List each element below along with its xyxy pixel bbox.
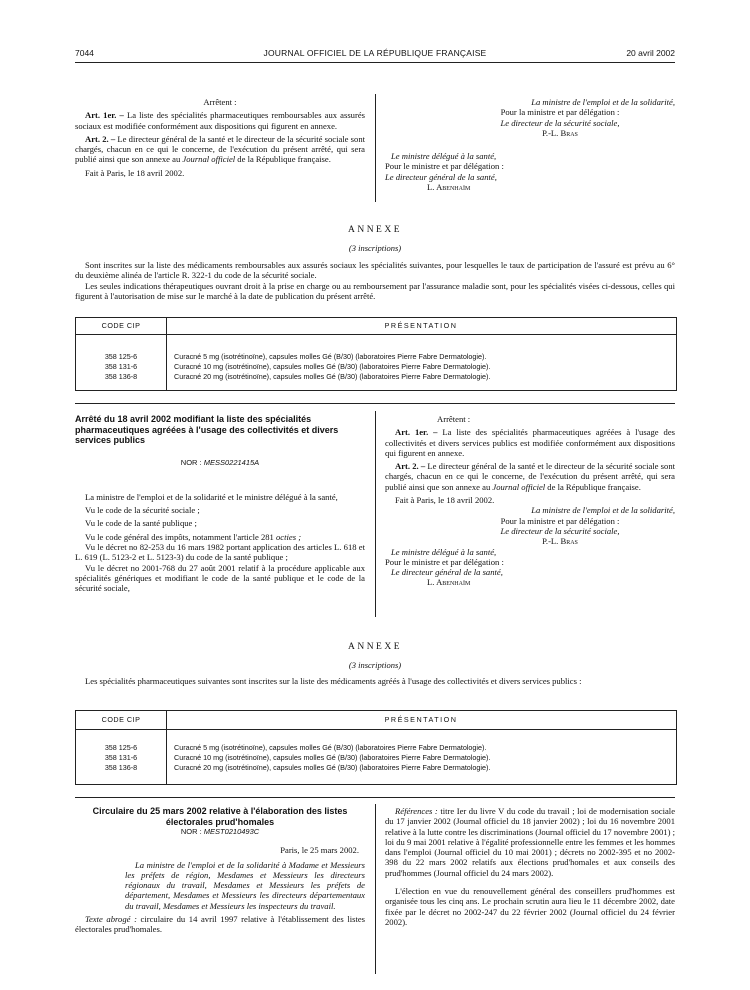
cip-code: 358 131-6 [104,753,138,762]
section2-right-column [385,414,675,588]
table-row [76,352,676,362]
presentation: Curacné 20 mg (isotrétinoïne), capsules molles Gé (B/30) (laboratoires Pierre Fabre Dermatologie). [174,763,491,772]
signature-title: Le ministre délégué à la santé, [391,151,497,162]
section2-left-column [75,414,365,593]
section-rule [75,797,675,798]
signature-name: L. Abenhaïm [427,182,471,193]
table-header [76,711,676,730]
section1-left-column [75,97,365,178]
table-row [76,362,676,372]
column-header-presentation: PRÉSENTATION [384,321,458,330]
table-row [76,372,676,382]
column-header-presentation: PRÉSENTATION [384,715,458,724]
annexe-table [75,317,677,391]
signature-name: P.-L. Bras [542,127,578,138]
annexe-paragraph: Les seules indications thérapeutiques ouvrant droit à la prise en charge ou au remboursement par l'assurance maladie sont, pour les spécialités visées ci-dessous, celles qui figurent à l'autorisation de mise sur le marché à la date de publication du présent arrêté. [75,280,675,301]
column-divider [375,94,376,202]
column-divider [375,804,376,974]
column-header-code: CODE CIP [76,318,167,334]
article-2: Art. 2. – Le directeur général de la santé et le directeur de la sécurité sociale sont chargés, chacun en ce qui le concerne, de l'exécution du présent arrêté, qui sera publié ainsi que son annexe au Journal officiel de la République française. [75,133,366,165]
circular-addressees: La ministre de l'emploi et de la solidarité à Madame et Messieurs les préfets de région, Mesdames et Messieurs les directeurs régionaux du travail, Mesdames et Messieurs les préfets de département, Mesdames et Messieurs les directeurs départementaux du travail, Mesdames et Messieurs les inspecteurs du travail. [125,859,365,911]
annexe-table [75,710,677,785]
presentation: Curacné 10 mg (isotrétinoïne), capsules molles Gé (B/30) (laboratoires Pierre Fabre Dermatologie). [174,362,491,371]
visa: Vu le code de la sécurité sociale ; [85,505,200,516]
signature-delegation: Pour la ministre et par délégation : [500,107,620,118]
nor-reference: NOR : MEST0210493C [180,827,260,836]
article-2: Art. 2. – Le directeur général de la santé et le directeur de la sécurité sociale sont chargés, chacun en ce qui le concerne, de l'exécution du présent arrêté, qui sera publié ainsi que son annexe au Journal officiel de la République française. [385,461,676,492]
article-1: Art. 1er. – La liste des spécialités pharmaceutiques agréées à l'usage des collectivités et divers services publics est modifiée conformément aux dispositions qui figurent en annexe. [385,427,675,458]
annexe-body [75,260,675,301]
arretent-heading: Arrêtent : [437,414,471,424]
election-paragraph: L'élection en vue du renouvellement général des conseillers prud'hommes est organisée tous les cinq ans. Le prochain scrutin aura lieu le 11 décembre 2002, date fixée par le décret no 2002-247 du 22 février 2002 (Journal officiel du 24 février 2002). [385,886,675,927]
column-header-code: CODE CIP [76,711,167,729]
issue-date: 20 avril 2002 [626,48,675,58]
signature-name: L. Abenhaïm [427,577,471,588]
cip-code: 358 136-8 [104,763,138,772]
nor-reference: NOR : MESS0221415A [180,457,260,467]
presentation: Curacné 5 mg (isotrétinoïne), capsules molles Gé (B/30) (laboratoires Pierre Fabre Dermatologie). [174,743,487,752]
header-rule [75,62,675,63]
column-divider [375,411,376,617]
section3-right-column [385,806,675,927]
signature-role: Le directeur de la sécurité sociale, [500,525,620,536]
article-1: Art. 1er. – La liste des spécialités pharmaceutiques remboursables aux assurés sociaux est modifiée conformément aux dispositions qui figurent en annexe. [75,110,365,131]
cip-code: 358 136-8 [104,372,138,381]
presentation: Curacné 5 mg (isotrétinoïne), capsules molles Gé (B/30) (laboratoires Pierre Fabre Dermatologie). [174,352,487,361]
signature-title: La ministre de l'emploi et de la solidarité, [531,505,675,516]
signature-delegation: Pour le ministre et par délégation : [385,161,504,172]
visa: Vu le décret no 2001-768 du 27 août 2001 relatif à la procédure applicable aux spécialités génériques et modifiant le code de la santé publique et le code de la sécurité sociale, [75,562,365,594]
texte-abroge: Texte abrogé : circulaire du 14 avril 1997 relative à l'établissement des listes électorales prud'homales. [75,914,365,935]
decree-preamble: La ministre de l'emploi et de la solidarité et le ministre délégué à la santé, [85,491,338,502]
table-row [76,753,676,763]
signature-delegation: Pour le ministre et par délégation : [385,556,504,567]
signature-role: Le directeur de la sécurité sociale, [500,117,620,128]
table-row [76,743,676,753]
table-header [76,318,676,335]
place-date: Paris, le 25 mars 2002. [280,845,359,856]
section3-left-column [75,806,365,935]
fait-a-paris: Fait à Paris, le 18 avril 2002. [395,495,495,506]
section1-signatures [385,97,675,192]
page-header [75,48,675,62]
references: Références : titre Ier du livre V du code du travail ; loi de modernisation sociale du 17 janvier 2002 (Journal officiel du 18 janvier 2002) ; loi du 16 novembre 2001 relative à la lutte contre les discriminations (Journal officiel du 17 novembre 2001) ; loi du 9 mai 2001 relative à l'égalité professionnelle entre les femmes et les hommes dans l'emploi (Journal officiel du 10 mai 2001) ; décrets no 2002-395 et no 2002-398 du 22 mars 2002 relatifs aux élections prud'homales et aux conseils des prud'hommes (Journal officiel du 24 mars 2002). [385,806,676,878]
annexe-body [75,676,675,686]
annexe-title: ANNEXE [347,642,403,652]
table-row [76,763,676,773]
visa: Vu le décret no 82-253 du 16 mars 1982 portant application des articles L. 618 et L. 619 (L. 5123-2 et L. 5123-3) du code de la santé publique ; [75,541,365,563]
journal-title: JOURNAL OFFICIEL DE LA RÉPUBLIQUE FRANÇAISE [263,48,487,58]
visa: Vu le code général des impôts, notamment l'article 281 octies ; [85,531,302,542]
cip-code: 358 131-6 [104,362,138,371]
cip-code: 358 125-6 [104,352,138,361]
annexe-inscriptions: (3 inscriptions) [348,243,402,253]
fait-a-paris: Fait à Paris, le 18 avril 2002. [85,167,185,178]
signature-role: Le directeur général de la santé, [391,567,503,578]
decree-title: Arrêté du 18 avril 2002 modifiant la liste des spécialités pharmaceutiques agréées à l'usage des collectivités et divers services publics [75,414,339,445]
annexe-title: ANNEXE [347,225,403,235]
annexe-paragraph: Les spécialités pharmaceutiques suivantes sont inscrites sur la liste des médicaments agréés à l'usage des collectivités et divers services publics : [85,676,582,686]
page-number: 7044 [75,48,94,58]
signature-name: P.-L. Bras [542,536,578,547]
circular-title: Circulaire du 25 mars 2002 relative à l'élaboration des listes électorales prud'homales [92,806,348,827]
visa: Vu le code de la santé publique ; [85,518,197,529]
arretent-heading: Arrêtent : [203,97,237,107]
presentation: Curacné 20 mg (isotrétinoïne), capsules molles Gé (B/30) (laboratoires Pierre Fabre Dermatologie). [174,372,491,381]
signature-title: La ministre de l'emploi et de la solidarité, [531,97,675,107]
presentation: Curacné 10 mg (isotrétinoïne), capsules molles Gé (B/30) (laboratoires Pierre Fabre Dermatologie). [174,753,491,762]
signature-title: Le ministre délégué à la santé, [391,546,497,557]
annexe-inscriptions: (3 inscriptions) [348,660,402,670]
annexe-paragraph: Sont inscrites sur la liste des médicaments remboursables aux assurés sociaux les spécialités suivantes, pour lesquelles le taux de participation de l'assuré est prévu au 6° du deuxième alinéa de l'article R. 322-1 du code de la sécurité sociale. [75,260,675,281]
signature-role: Le directeur général de la santé, [385,171,497,182]
section-rule [75,403,675,404]
signature-delegation: Pour la ministre et par délégation : [500,515,620,526]
cip-code: 358 125-6 [104,743,138,752]
